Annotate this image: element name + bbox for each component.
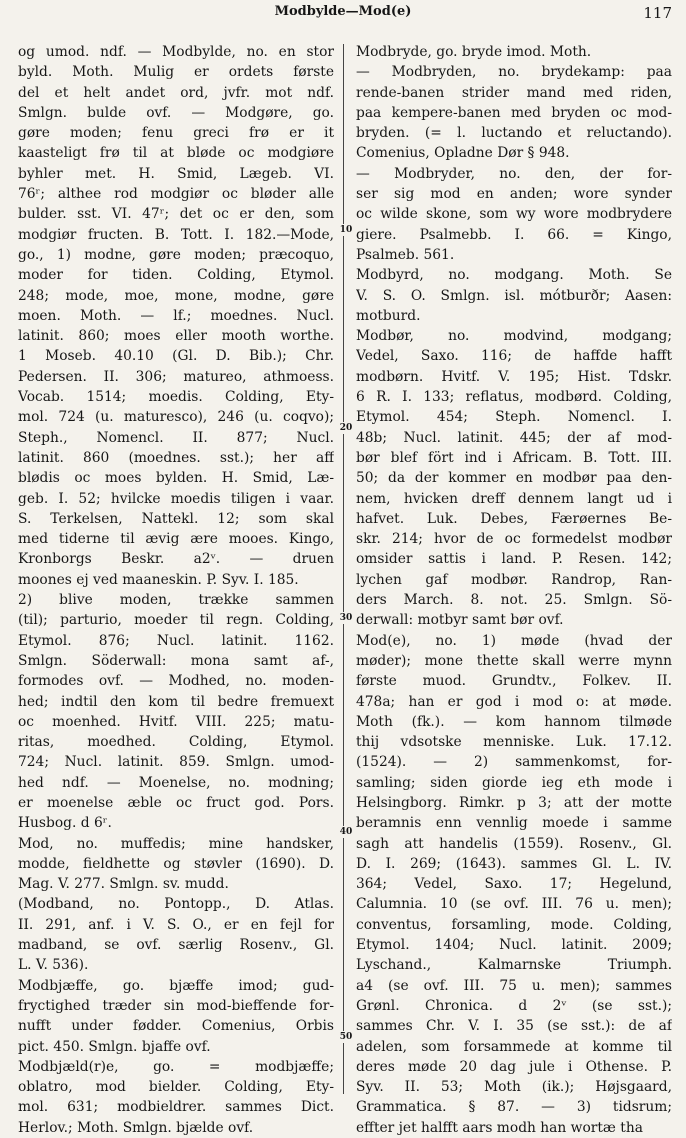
- text-line: D. I. 269; (1643). sammes Gl. L. IV.: [356, 855, 672, 872]
- text-line: go., 1) modne, gøre moden; præcoquo,: [18, 246, 334, 263]
- text-line: Modbryde, go. bryde imod. Moth.: [356, 44, 592, 60]
- text-line: bryden. (= l. luctando et reluctando).: [356, 125, 672, 142]
- left-column: [18, 42, 334, 1138]
- text-line: mol. 631; modbieldrer. sammes Dict.: [18, 1099, 334, 1116]
- text-line: Vocab. 1514; moedis. Colding, Ety-: [18, 389, 334, 406]
- text-line: fryctighed træder sin mod-bieffende for-: [18, 997, 334, 1014]
- text-line: sammes Chr. V. I. 35 (se sst.): de af: [356, 1018, 672, 1035]
- text-line: Smlgn. bulde ovf. — Modgøre, go.: [18, 104, 334, 121]
- text-line: oc wilde skone, som wy wore modbrydere: [356, 206, 672, 223]
- text-line: ser sig mod en anden; wore synder: [356, 186, 672, 203]
- text-line: latinit. 860 (moednes. sst.); her aff: [18, 449, 334, 466]
- text-line: Etymol. 1404; Nucl. latinit. 2009;: [356, 937, 672, 954]
- text-line: hed; indtil den kom til bedre fremuext: [18, 693, 334, 710]
- text-line: latinit. 860; moes eller mooth worthe.: [18, 328, 334, 345]
- text-line: 6 R. I. 133; reflatus, modbørd. Colding,: [356, 389, 672, 406]
- text-line: Modbjæffe, go. bjæffe imod; gud-: [18, 977, 334, 994]
- text-line: Mod, no. muffedis; mine handsker,: [18, 835, 334, 852]
- line-number-10: 10: [339, 225, 353, 235]
- text-line: byhler met. H. Smid, Lægeb. VI.: [18, 165, 334, 182]
- line-number-30: 30: [339, 613, 353, 623]
- text-line: samling; siden giorde ieg eth mode i: [356, 774, 672, 791]
- text-line: giere. Psalmebb. I. 66. = Kingo,: [356, 226, 672, 243]
- right-column: [356, 42, 672, 1138]
- text-line: Mod(e), no. 1) møde (hvad der: [356, 632, 672, 649]
- text-line: nufft under fødder. Comenius, Orbis: [18, 1018, 334, 1035]
- text-line: blødis oc moes bylden. H. Smid, Læ-: [18, 470, 334, 487]
- text-line: paa kempere-banen med bryden oc mod-: [356, 104, 672, 121]
- text-line: Modbyrd, no. modgang. Moth. Se: [356, 267, 672, 284]
- text-line: bør blef fört ind i Africam. B. Tott. III.: [356, 449, 672, 466]
- text-line: 1 Moseb. 40.10 (Gl. D. Bib.); Chr.: [18, 348, 334, 365]
- text-line: 76ʳ; althee rod modgiør oc bløder alle: [18, 186, 334, 203]
- text-line: V. S. O. Smlgn. isl. mótburðr; Aasen:: [356, 287, 672, 304]
- text-line: deres møde 20 dag jule i Othense. P.: [356, 1058, 672, 1075]
- text-line: første muod. Grundtv., Folkev. II.: [356, 673, 672, 690]
- text-line: hed ndf. — Moenelse, no. modning;: [18, 774, 334, 791]
- text-line: hafvet. Luk. Debes, Færøernes Be-: [356, 510, 672, 527]
- text-line: Smlgn. Söderwall: mona samt af-,: [18, 652, 334, 669]
- text-line: derwall: motbyr samt bør ovf.: [356, 612, 564, 629]
- text-line: Modbjæld(r)e, go. = modbjæffe;: [18, 1058, 334, 1075]
- text-line: Herlov.; Moth. Smlgn. bjælde ovf.: [18, 1119, 254, 1136]
- text-line: Kronborgs Beskr. a2ᵛ. — druen: [18, 551, 334, 568]
- line-number-50: 50: [339, 1032, 353, 1042]
- text-line: 50; da der kommer en modbør paa den-: [356, 470, 672, 487]
- text-line: Pedersen. II. 306; matureo, athmoess.: [18, 368, 334, 385]
- text-line: moen. Moth. — lf.; moednes. Nucl.: [18, 307, 334, 324]
- text-line: Moth (fk.). — kom hannom tilmøde: [356, 713, 672, 730]
- text-line: adelen, som forsammede at komme til: [356, 1038, 672, 1055]
- text-line: Steph., Nomencl. II. 877; Nucl.: [18, 429, 334, 446]
- text-line: a4 (se ovf. III. 75 u. men); sammes: [356, 977, 672, 994]
- text-line: 724; Nucl. latinit. 859. Smlgn. umod-: [18, 754, 334, 771]
- text-line: Mag. V. 277. Smlgn. sv. mudd.: [18, 876, 229, 893]
- text-line: Husbog. d 6ʳ.: [18, 815, 112, 832]
- text-line: mol. 724 (u. maturesco), 246 (u. coqvo);: [18, 409, 334, 426]
- line-number-40: 40: [339, 827, 353, 837]
- text-line: beramnis enn vennlig moede i samme: [356, 815, 672, 832]
- text-line: 248; mode, moe, mone, modne, gøre: [18, 287, 334, 304]
- text-line: er moenelse æble oc fruct god. Pors.: [18, 794, 334, 811]
- header-title: Modbylde—Mod(e): [274, 4, 412, 19]
- text-line: geb. I. 52; hvilcke moedis tiligen i vaar.: [18, 490, 334, 507]
- text-line: modgiør fructen. B. Tott. I. 182.—Mode,: [18, 226, 334, 243]
- text-line: omsider sattis i land. P. Resen. 142;: [356, 551, 672, 568]
- text-line: 364; Vedel, Saxo. 17; Hegelund,: [356, 876, 672, 893]
- text-line: Etymol. 454; Steph. Nomencl. I.: [356, 409, 672, 426]
- text-line: skr. 214; hvor de oc formedelst modbør: [356, 531, 672, 548]
- text-line: Helsingborg. Rimkr. p 3; att der motte: [356, 794, 672, 811]
- text-line: sagh att handelis (1559). Rosenv., Gl.: [356, 835, 672, 852]
- text-line: modde, fieldhette og støvler (1690). D.: [18, 855, 334, 872]
- text-line: conventus, forsamling, mode. Colding,: [356, 916, 672, 933]
- text-line: 2) blive moden, trække sammen: [18, 592, 334, 609]
- text-line: modbørn. Hvitf. V. 195; Hist. Tdskr.: [356, 368, 672, 385]
- text-line: 478a; han er god i mod o: at møde.: [356, 693, 672, 710]
- text-line: bulder. sst. VI. 47ʳ; det oc er den, som: [18, 206, 334, 223]
- text-line: nem, hvicken dreff dennem langt ud i: [356, 490, 672, 507]
- line-number-20: 20: [339, 423, 353, 433]
- text-line: S. Terkelsen, Nattekl. 12; som skal: [18, 510, 334, 527]
- text-line: (til); parturio, moeder til regn. Colding,: [18, 612, 334, 629]
- text-line: gøre moden; fenu greci frø er it: [18, 125, 334, 142]
- column-divider: [343, 44, 344, 1094]
- text-line: byld. Moth. Mulig er ordets første: [18, 64, 334, 81]
- text-line: Psalmeb. 561.: [356, 246, 455, 263]
- text-line: Etymol. 876; Nucl. latinit. 1162.: [18, 632, 334, 649]
- text-line: oc moenhed. Hvitf. VIII. 225; matu-: [18, 713, 334, 730]
- text-line: møder); mone thette skall werre mynn: [356, 652, 672, 669]
- text-line: del et helt andet ord, jvfr. mot ndf.: [18, 84, 334, 101]
- text-line: Comenius, Opladne Dør § 948.: [356, 145, 570, 162]
- text-line: (Modband, no. Pontopp., D. Atlas.: [18, 896, 334, 913]
- text-line: motburd.: [356, 307, 421, 324]
- text-line: formodes ovf. — Modhed, no. moden-: [18, 673, 334, 690]
- text-line: moder for tiden. Colding, Etymol.: [18, 267, 334, 284]
- text-line: Lyschand., Kalmarnske Triumph.: [356, 957, 672, 974]
- text-line: kaasteligt frø til at bløde oc modgiøre: [18, 145, 334, 162]
- text-line: effter jet halfft aars modh han wortæ tha: [356, 1119, 643, 1136]
- text-line: L. V. 536).: [18, 957, 89, 974]
- text-line: ders March. 8. not. 25. Smlgn. Sö-: [356, 592, 672, 609]
- text-line: madband, se ovf. særlig Rosenv., Gl.: [18, 937, 334, 954]
- text-line: ritas, moedhed. Colding, Etymol.: [18, 734, 334, 751]
- running-header: [0, 4, 686, 26]
- text-line: pict. 450. Smlgn. bjaffe ovf.: [18, 1038, 211, 1055]
- text-line: moones ej ved maaneskin. P. Syv. I. 185.: [18, 571, 299, 588]
- text-line: med tiderne til ævig ære mooes. Kingo,: [18, 531, 334, 548]
- text-line: thij vdsotske menniske. Luk. 17.12.: [356, 734, 672, 751]
- text-line: Vedel, Saxo. 116; de haffde hafft: [356, 348, 672, 365]
- text-line: Syv. II. 53; Moth (ik.); Højsgaard,: [356, 1079, 672, 1096]
- page-number: 117: [643, 4, 672, 22]
- text-line: II. 291, anf. i V. S. O., er en fejl for: [18, 916, 334, 933]
- text-line: lychen gaf modbør. Randrop, Ran-: [356, 571, 672, 588]
- text-line: oblatro, mod bielder. Colding, Ety-: [18, 1079, 334, 1096]
- text-line: Grammatica. § 87. — 3) tidsrum;: [356, 1099, 672, 1116]
- text-line: og umod. ndf. — Modbylde, no. en stor: [18, 44, 334, 60]
- text-line: 48b; Nucl. latinit. 445; der af mod-: [356, 429, 672, 446]
- text-line: rende-banen strider mand med riden,: [356, 84, 672, 101]
- text-line: — Modbryder, no. den, der for-: [356, 165, 672, 182]
- text-line: Modbør, no. modvind, modgang;: [356, 328, 672, 345]
- text-line: Calumnia. 10 (se ovf. III. 76 u. men);: [356, 896, 672, 913]
- text-line: — Modbryden, no. brydekamp: paa: [356, 64, 672, 81]
- text-line: Grønl. Chronica. d 2ᵛ (se sst.);: [356, 997, 672, 1014]
- text-line: (1524). — 2) sammenkomst, for-: [356, 754, 672, 771]
